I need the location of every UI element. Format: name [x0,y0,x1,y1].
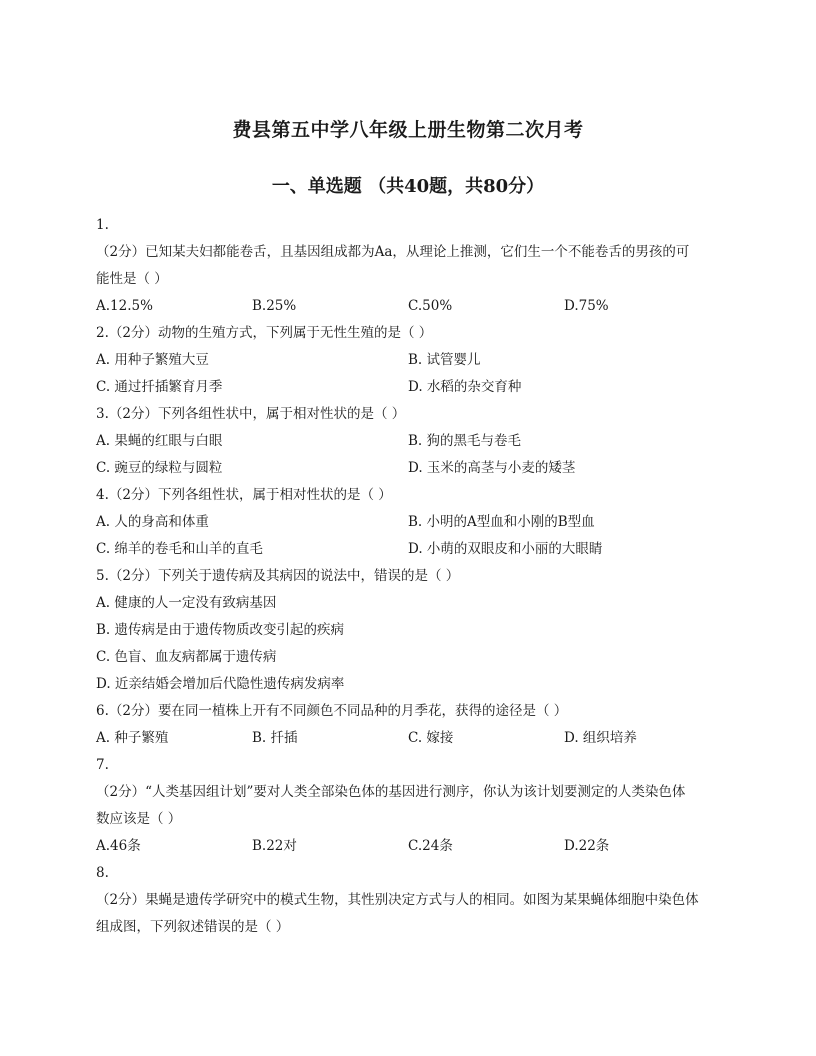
question-stem: 5.（2分）下列关于遗传病及其病因的说法中，错误的是（ ） [96,568,460,584]
option-d: D. 小萌的双眼皮和小丽的大眼睛 [408,541,603,557]
option-d: D.22条 [564,838,610,854]
option-a: A. 种子繁殖 [96,730,169,746]
option-b: B. 小明的A型血和小刚的B型血 [408,514,595,530]
exam-title: 费县第五中学八年级上册生物第二次月考 [232,119,584,141]
option-b: B. 扦插 [252,730,298,746]
section-heading: 一、单选题 （共40题，共80分） [271,176,545,197]
option-c: C.24条 [408,838,453,854]
question-stem-continued: 组成图，下列叙述错误的是（ ） [96,919,290,935]
question-stem: 2.（2分）动物的生殖方式，下列属于无性生殖的是（ ） [96,325,433,341]
option-d: D. 组织培养 [564,730,637,746]
option-row [96,428,736,455]
question-stem: 4.（2分）下列各组性状，属于相对性状的是（ ） [96,487,392,503]
option-b: B.25% [252,298,297,314]
option-row [96,293,736,320]
option-row [96,509,736,536]
option-a: A.12.5% [96,298,153,314]
question-list [96,212,736,941]
option-row [96,833,736,860]
option-row [96,725,736,752]
question-stem: 6.（2分）要在同一植株上开有不同颜色不同品种的月季花，获得的途径是（ ） [96,703,568,719]
question-number: 8. [96,865,109,881]
question-stem-continued: 能性是（ ） [96,271,168,287]
option-b: B. 遗传病是由于遗传物质改变引起的疾病 [96,622,345,638]
option-a: A.46条 [96,838,141,854]
option-d: D. 近亲结婚会增加后代隐性遗传病发病率 [96,676,345,692]
option-c: C. 绵羊的卷毛和山羊的直毛 [96,541,263,557]
option-d: D. 水稻的杂交育种 [408,379,522,395]
option-row [96,536,736,563]
option-b: B. 试管婴儿 [408,352,481,368]
option-c: C. 通过扦插繁育月季 [96,379,223,395]
option-c: C. 豌豆的绿粒与圆粒 [96,460,223,476]
option-a: A. 果蝇的红眼与白眼 [96,433,223,449]
question-stem-continued: 数应该是（ ） [96,811,182,827]
option-c: C. 色盲、血友病都属于遗传病 [96,649,277,665]
option-b: B. 狗的黑毛与卷毛 [408,433,522,449]
option-row [96,455,736,482]
option-a: A. 人的身高和体重 [96,514,209,530]
option-d: D. 玉米的高茎与小麦的矮茎 [408,460,576,476]
option-a: A. 健康的人一定没有致病基因 [96,595,277,611]
option-c: C. 嫁接 [408,730,454,746]
question-stem: （2分）“人类基因组计划”要对人类全部染色体的基因进行测序，你认为该计划要测定的人类染色体 [96,784,686,800]
question-stem: （2分）已知某夫妇都能卷舌，且基因组成都为Aa，从理论上推测，它们生一个不能卷舌的男孩的可 [96,244,690,260]
question-stem: （2分）果蝇是遗传学研究中的模式生物，其性别决定方式与人的相同。如图为某果蝇体细胞中染色体 [96,892,699,908]
question-stem: 3.（2分）下列各组性状中，属于相对性状的是（ ） [96,406,406,422]
option-row [96,347,736,374]
option-row [96,374,736,401]
option-c: C.50% [408,298,453,314]
option-a: A. 用种子繁殖大豆 [96,352,209,368]
question-number: 7. [96,757,109,773]
option-b: B.22对 [252,838,297,854]
question-number: 1. [96,217,109,233]
option-d: D.75% [564,298,609,314]
